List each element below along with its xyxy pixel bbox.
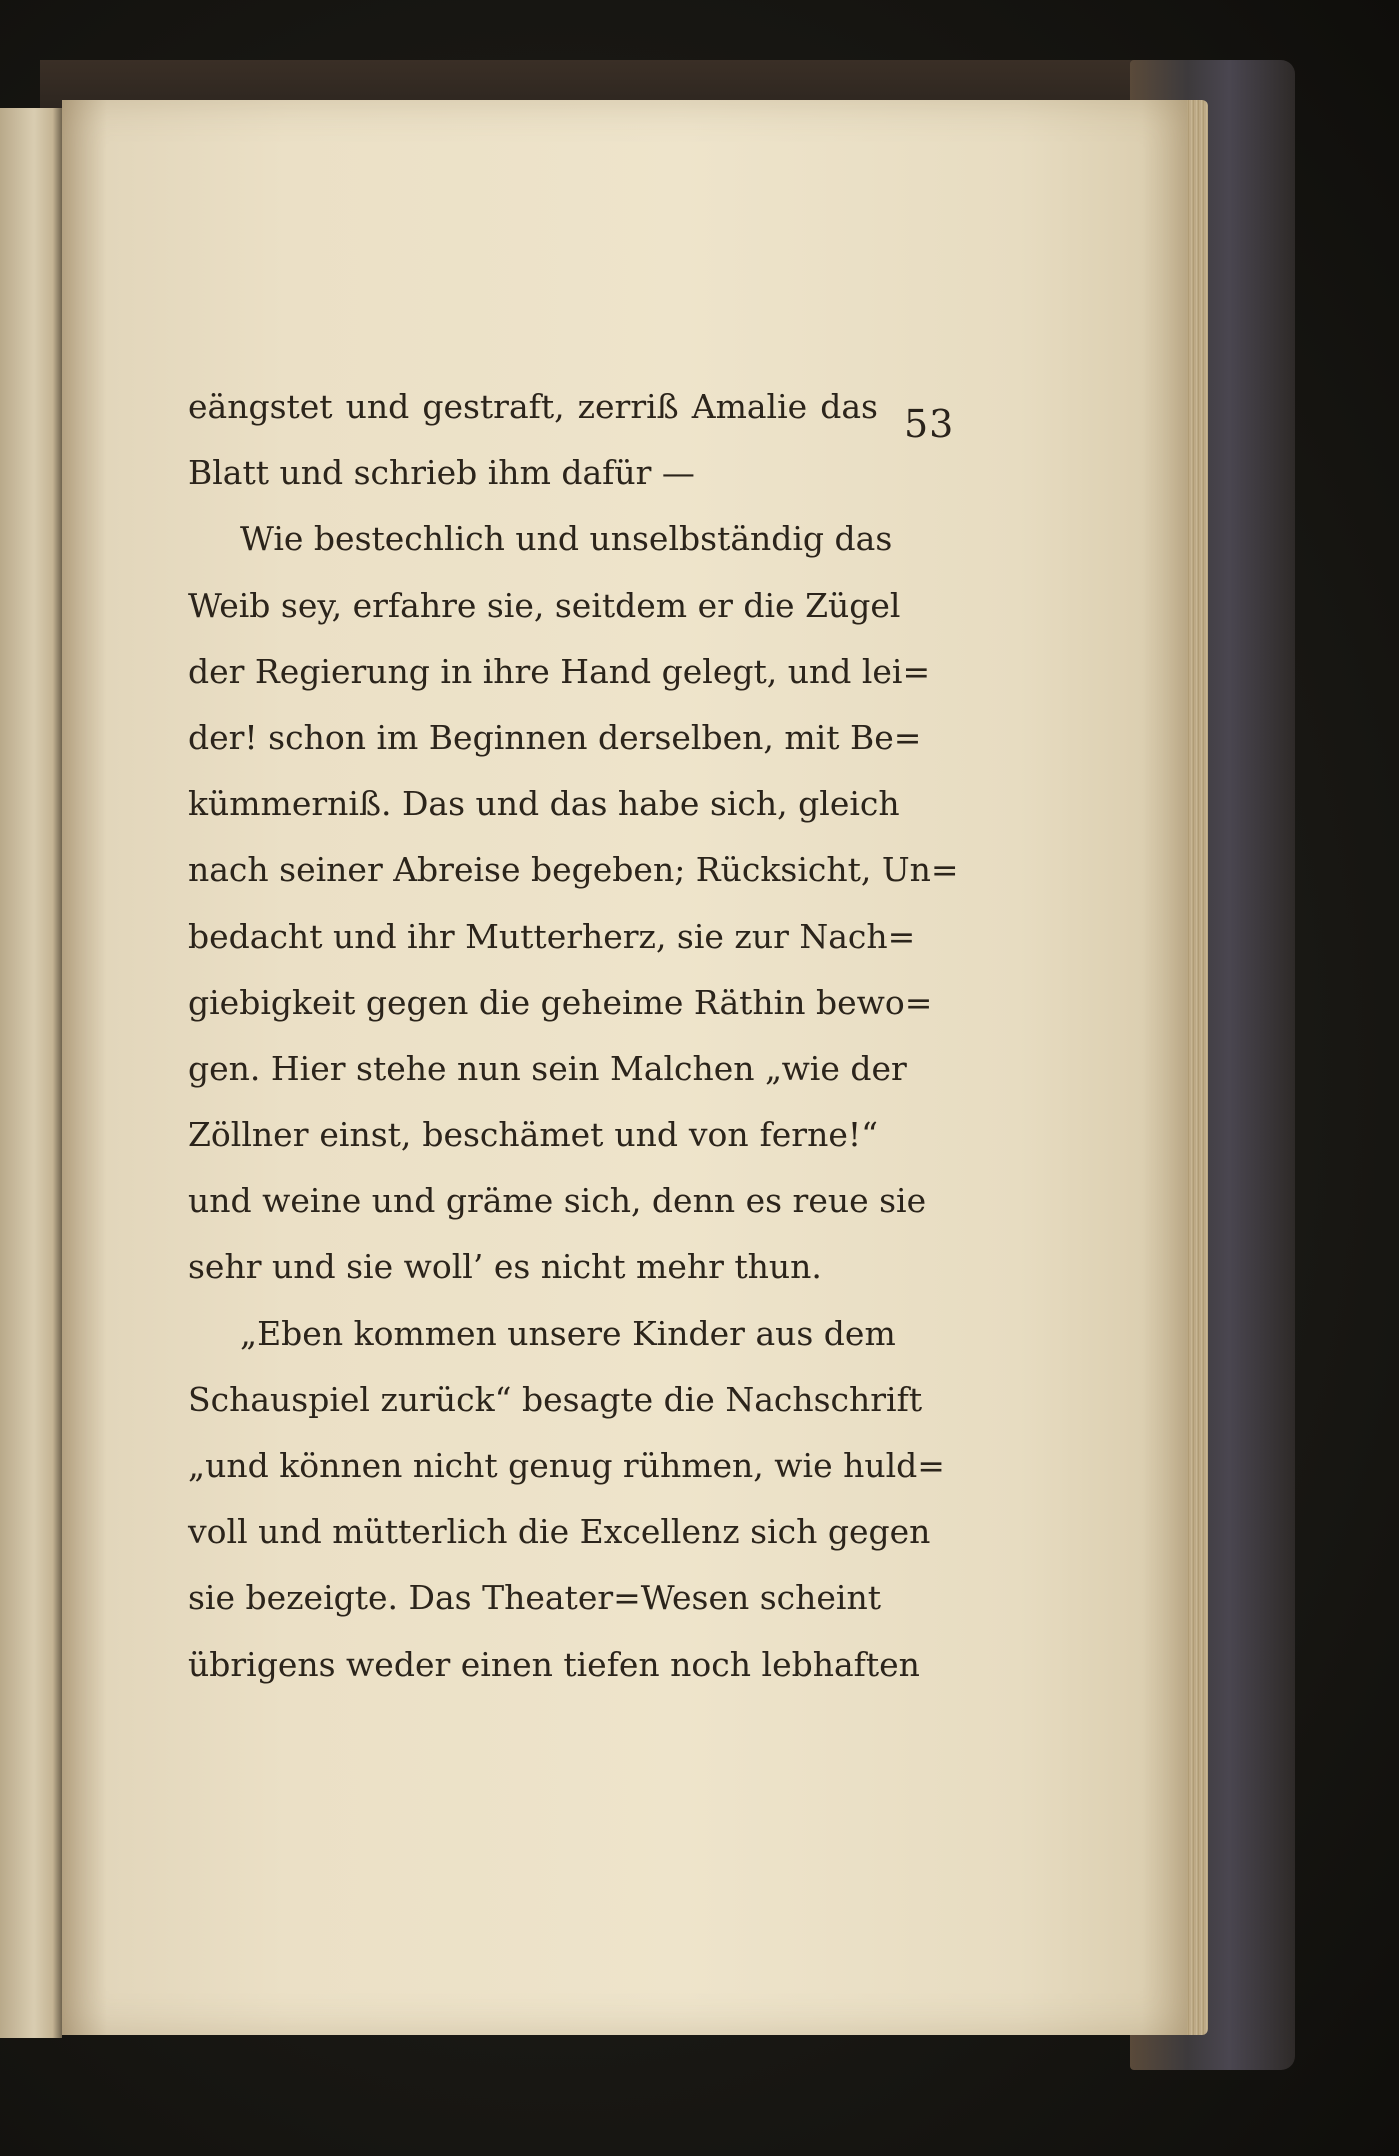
text-line: Blatt und schrieb ihm dafür — bbox=[188, 453, 695, 493]
text-line: kümmerniß. Das und das habe sich, gleich bbox=[188, 784, 900, 824]
text-line: voll und mütterlich die Excellenz sich gegen bbox=[188, 1512, 931, 1552]
text-line: eängstet und gestraft, zerriß Amalie das bbox=[188, 387, 878, 426]
text-line: „und können nicht genug rühmen, wie huld= bbox=[188, 1446, 945, 1485]
text-line: nach seiner Abreise begeben; Rücksicht, Un= bbox=[188, 850, 959, 890]
text-line: sie bezeigte. Das Theater=Wesen scheint bbox=[188, 1578, 881, 1618]
text-line: „Eben kommen unsere Kinder aus dem bbox=[240, 1313, 896, 1353]
text-line: der! schon im Beginnen derselben, mit Be= bbox=[188, 717, 922, 757]
text-line: Weib sey, erfahre sie, seitdem er die Zügel bbox=[188, 585, 901, 625]
text-line: bedacht und ihr Mutterherz, sie zur Nach= bbox=[188, 916, 916, 956]
text-line: Schauspiel zurück“ besagte die Nachschrift bbox=[188, 1379, 923, 1419]
text-line: sehr und sie woll’ es nicht mehr thun. bbox=[188, 1247, 822, 1287]
text-line: der Regierung in ihre Hand gelegt, und lei= bbox=[188, 651, 931, 691]
text-line: übrigens weder einen tiefen noch lebhaften bbox=[188, 1644, 920, 1684]
text-line: und weine und gräme sich, denn es reue sie bbox=[188, 1181, 927, 1221]
text-line: gen. Hier stehe nun sein Malchen „wie der bbox=[188, 1048, 907, 1088]
text-line: giebigkeit gegen die geheime Räthin bewo= bbox=[188, 982, 933, 1022]
left-page-edge bbox=[0, 108, 62, 2038]
text-line: Wie bestechlich und unselbständig das bbox=[240, 519, 893, 559]
page-number: 53 bbox=[904, 402, 955, 446]
text-line: Zöllner einst, beschämet und von ferne!“ bbox=[188, 1115, 878, 1155]
